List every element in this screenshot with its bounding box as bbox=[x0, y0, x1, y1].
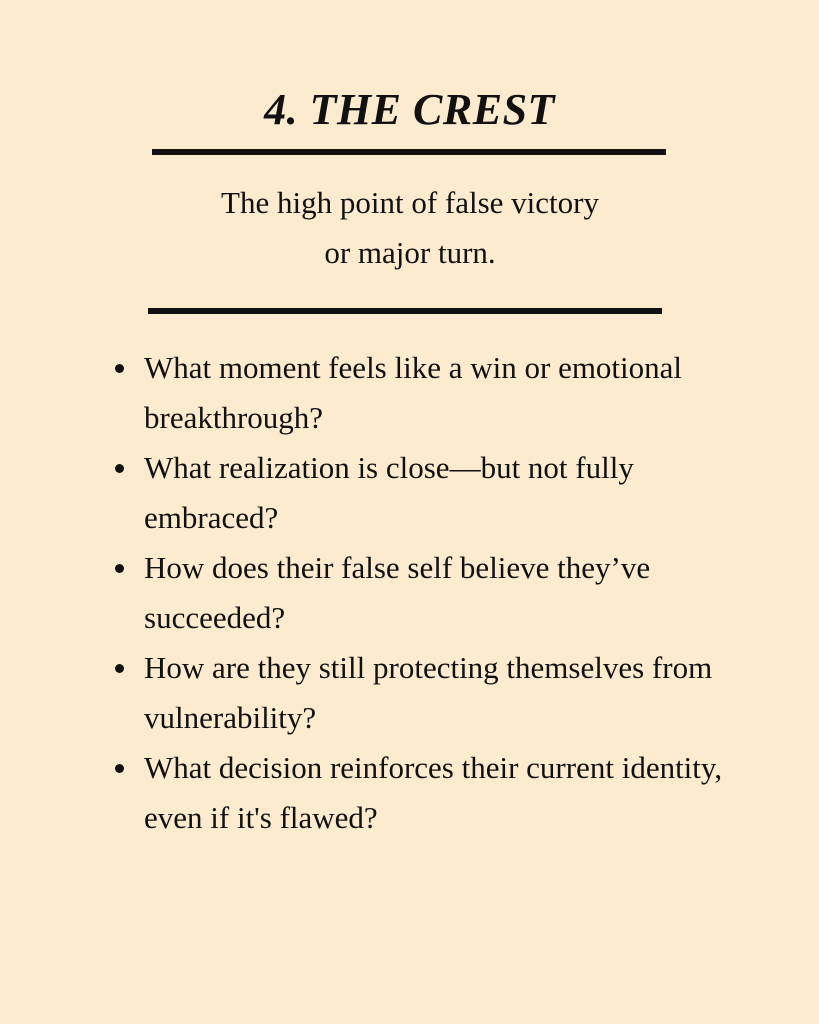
list-item bbox=[112, 443, 752, 543]
subtitle-line-1: The high point of false victory bbox=[221, 185, 599, 220]
list-item bbox=[112, 643, 752, 743]
question-text: How are they still protecting themselves from vulnerability? bbox=[144, 650, 713, 735]
bullet-icon bbox=[115, 464, 124, 473]
list-item bbox=[112, 743, 752, 843]
list-item bbox=[112, 343, 752, 443]
question-text: What moment feels like a win or emotional breakthrough? bbox=[144, 350, 683, 435]
subtitle bbox=[120, 178, 700, 278]
page-title: 4. THE CREST bbox=[264, 85, 555, 134]
subtitle-line-2: or major turn. bbox=[324, 235, 496, 270]
bullet-icon bbox=[115, 664, 124, 673]
question-text: How does their false self believe they’ve succeeded? bbox=[144, 550, 651, 635]
top-divider bbox=[152, 149, 666, 155]
question-list bbox=[112, 343, 752, 843]
question-text: What decision reinforces their current identity, even if it's flawed? bbox=[144, 750, 723, 835]
bottom-divider bbox=[148, 308, 662, 314]
question-text: What realization is close—but not fully embraced? bbox=[144, 450, 634, 535]
list-item bbox=[112, 543, 752, 643]
bullet-icon bbox=[115, 764, 124, 773]
bullet-icon bbox=[115, 364, 124, 373]
bullet-icon bbox=[115, 564, 124, 573]
